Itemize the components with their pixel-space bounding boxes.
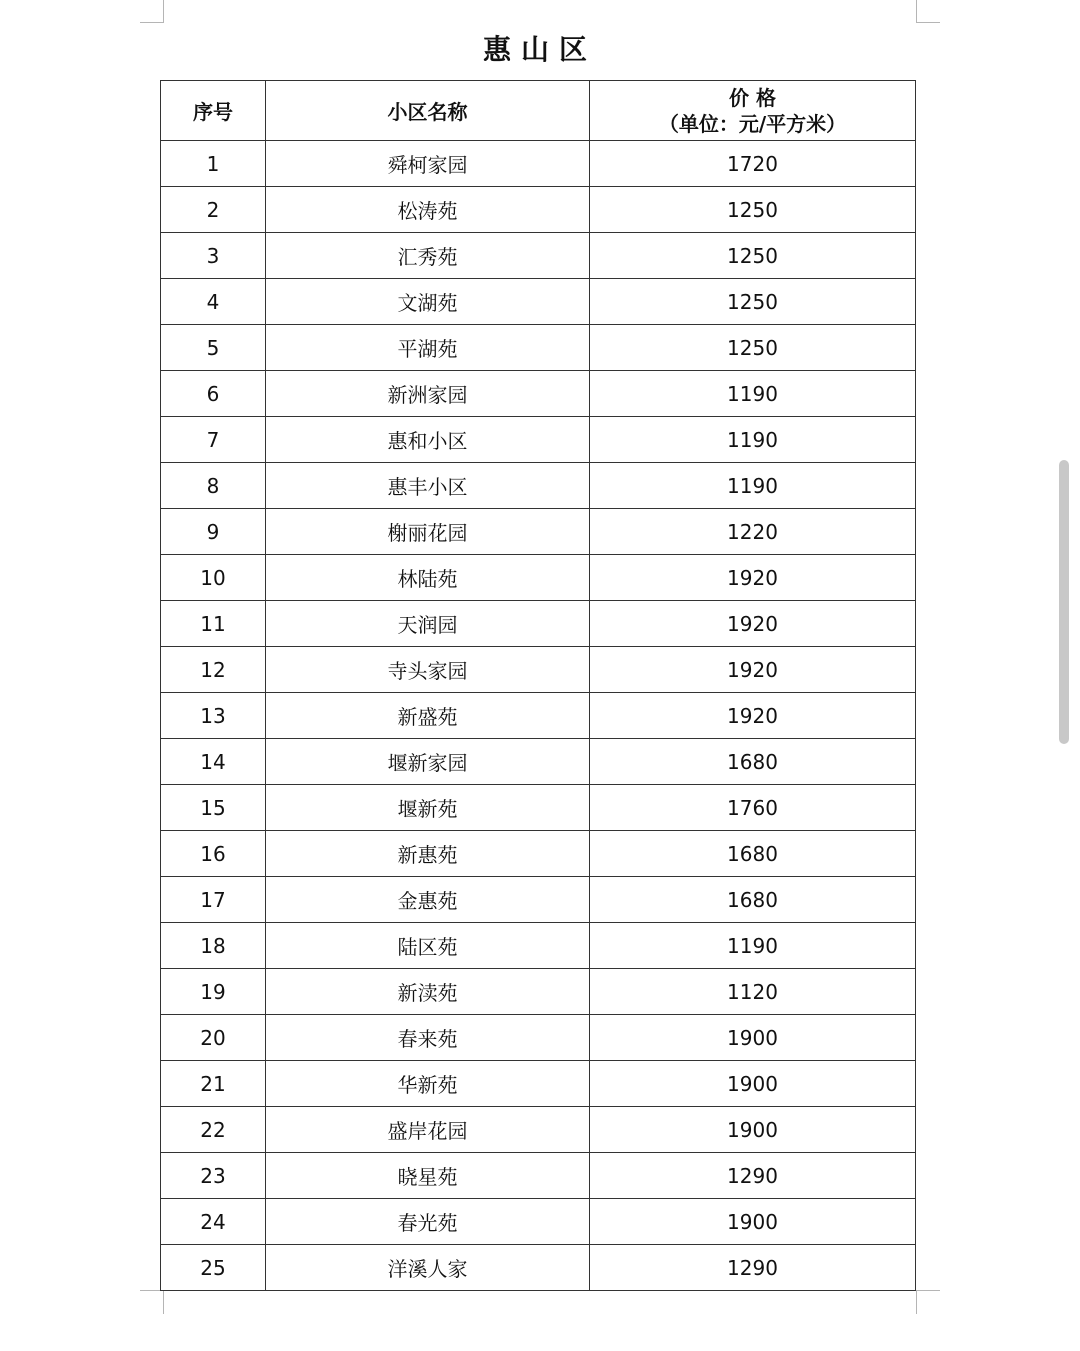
table-row xyxy=(161,371,916,417)
header-price-label: 价 格 xyxy=(729,85,776,110)
table-body xyxy=(161,141,916,1291)
crop-mark-bottom-right-v xyxy=(916,1290,917,1314)
cell-price: 1220 xyxy=(590,509,916,555)
cell-community-name: 平湖苑 xyxy=(266,325,590,371)
cell-index: 17 xyxy=(161,877,266,923)
cell-community-name: 寺头家园 xyxy=(266,647,590,693)
cell-index: 16 xyxy=(161,831,266,877)
cell-index: 25 xyxy=(161,1245,266,1291)
cell-price: 1680 xyxy=(590,739,916,785)
table-row xyxy=(161,739,916,785)
cell-community-name: 榭丽花园 xyxy=(266,509,590,555)
cell-price: 1900 xyxy=(590,1107,916,1153)
cell-price: 1250 xyxy=(590,187,916,233)
cell-index: 3 xyxy=(161,233,266,279)
cell-price: 1290 xyxy=(590,1153,916,1199)
table-row xyxy=(161,509,916,555)
cell-price: 1190 xyxy=(590,463,916,509)
cell-community-name: 陆区苑 xyxy=(266,923,590,969)
table-row xyxy=(161,1153,916,1199)
cell-index: 12 xyxy=(161,647,266,693)
crop-mark-bottom-right-h xyxy=(916,1290,940,1291)
table-row xyxy=(161,1245,916,1291)
cell-index: 13 xyxy=(161,693,266,739)
table-row xyxy=(161,233,916,279)
cell-community-name: 新洲家园 xyxy=(266,371,590,417)
table-row xyxy=(161,1061,916,1107)
table-row xyxy=(161,187,916,233)
price-table xyxy=(160,80,916,1291)
cell-price: 1920 xyxy=(590,647,916,693)
cell-index: 7 xyxy=(161,417,266,463)
table-row xyxy=(161,831,916,877)
cell-community-name: 晓星苑 xyxy=(266,1153,590,1199)
cell-community-name: 堰新家园 xyxy=(266,739,590,785)
cell-index: 18 xyxy=(161,923,266,969)
scrollbar-thumb[interactable] xyxy=(1059,460,1069,744)
cell-index: 9 xyxy=(161,509,266,555)
cell-community-name: 汇秀苑 xyxy=(266,233,590,279)
cell-community-name: 松涛苑 xyxy=(266,187,590,233)
cell-index: 8 xyxy=(161,463,266,509)
cell-price: 1120 xyxy=(590,969,916,1015)
table-row xyxy=(161,1107,916,1153)
cell-community-name: 盛岸花园 xyxy=(266,1107,590,1153)
cell-community-name: 金惠苑 xyxy=(266,877,590,923)
cell-community-name: 舜柯家园 xyxy=(266,141,590,187)
cell-index: 5 xyxy=(161,325,266,371)
table-header-row xyxy=(161,81,916,141)
header-index: 序号 xyxy=(161,81,266,141)
cell-index: 23 xyxy=(161,1153,266,1199)
cell-community-name: 洋溪人家 xyxy=(266,1245,590,1291)
table-row xyxy=(161,463,916,509)
cell-price: 1900 xyxy=(590,1061,916,1107)
cell-index: 15 xyxy=(161,785,266,831)
cell-community-name: 堰新苑 xyxy=(266,785,590,831)
table-row xyxy=(161,417,916,463)
table-row xyxy=(161,969,916,1015)
cell-price: 1190 xyxy=(590,923,916,969)
table-row xyxy=(161,877,916,923)
cell-price: 1920 xyxy=(590,601,916,647)
cell-index: 6 xyxy=(161,371,266,417)
cell-price: 1290 xyxy=(590,1245,916,1291)
cell-index: 4 xyxy=(161,279,266,325)
table-row xyxy=(161,693,916,739)
table-row xyxy=(161,279,916,325)
table-row xyxy=(161,647,916,693)
cell-community-name: 华新苑 xyxy=(266,1061,590,1107)
cell-community-name: 惠和小区 xyxy=(266,417,590,463)
crop-mark-top-left-v xyxy=(163,0,164,22)
header-price xyxy=(590,81,916,141)
cell-price: 1680 xyxy=(590,877,916,923)
table-row xyxy=(161,141,916,187)
header-name: 小区名称 xyxy=(266,81,590,141)
cell-price: 1920 xyxy=(590,555,916,601)
cell-index: 22 xyxy=(161,1107,266,1153)
table-row xyxy=(161,555,916,601)
crop-mark-top-right-v xyxy=(916,0,917,22)
header-price-unit: （单位：元/平方米） xyxy=(658,111,847,136)
cell-price: 1190 xyxy=(590,417,916,463)
page-title: 惠山区 xyxy=(482,33,597,66)
cell-index: 24 xyxy=(161,1199,266,1245)
cell-index: 19 xyxy=(161,969,266,1015)
cell-price: 1760 xyxy=(590,785,916,831)
cell-community-name: 春来苑 xyxy=(266,1015,590,1061)
cell-index: 20 xyxy=(161,1015,266,1061)
cell-community-name: 天润园 xyxy=(266,601,590,647)
price-table-container xyxy=(160,80,915,1291)
table-row xyxy=(161,601,916,647)
cell-index: 2 xyxy=(161,187,266,233)
table-row xyxy=(161,325,916,371)
table-row xyxy=(161,1199,916,1245)
cell-price: 1900 xyxy=(590,1015,916,1061)
cell-community-name: 春光苑 xyxy=(266,1199,590,1245)
table-row xyxy=(161,923,916,969)
table-row xyxy=(161,1015,916,1061)
crop-mark-top-right-h xyxy=(916,22,940,23)
cell-price: 1900 xyxy=(590,1199,916,1245)
cell-price: 1920 xyxy=(590,693,916,739)
cell-community-name: 文湖苑 xyxy=(266,279,590,325)
cell-price: 1250 xyxy=(590,325,916,371)
cell-community-name: 林陆苑 xyxy=(266,555,590,601)
cell-price: 1720 xyxy=(590,141,916,187)
cell-index: 11 xyxy=(161,601,266,647)
cell-price: 1250 xyxy=(590,233,916,279)
cell-index: 21 xyxy=(161,1061,266,1107)
cell-price: 1680 xyxy=(590,831,916,877)
cell-index: 1 xyxy=(161,141,266,187)
cell-index: 14 xyxy=(161,739,266,785)
cell-community-name: 新渎苑 xyxy=(266,969,590,1015)
cell-community-name: 新盛苑 xyxy=(266,693,590,739)
cell-index: 10 xyxy=(161,555,266,601)
cell-community-name: 新惠苑 xyxy=(266,831,590,877)
table-row xyxy=(161,785,916,831)
cell-price: 1190 xyxy=(590,371,916,417)
cell-community-name: 惠丰小区 xyxy=(266,463,590,509)
crop-mark-bottom-left-v xyxy=(163,1290,164,1314)
crop-mark-top-left-h xyxy=(140,22,164,23)
cell-price: 1250 xyxy=(590,279,916,325)
